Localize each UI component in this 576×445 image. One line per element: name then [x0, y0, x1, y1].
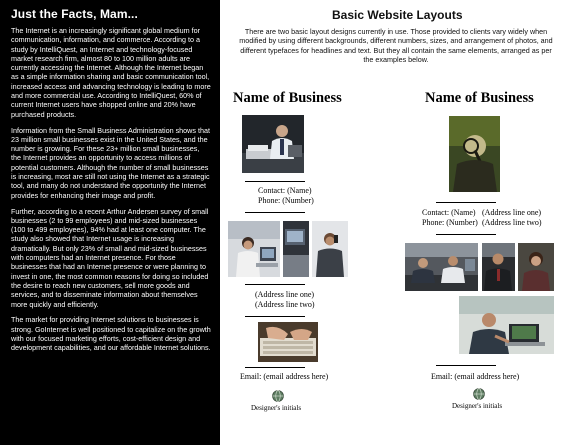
layout-b-photo-man-magnifier	[449, 116, 500, 192]
sidebar-paragraph: Further, according to a recent Arthur Andersen survey of small businesses (2 to 99 employees) and mid-sized businesses (100 to 499 employees), 94% had at least one computer. The study also showed that Internet usage is increasing dramatically. But only 23% of small and mid-sized businesses with computers had an Internet presence. For those businesses that had an Internet presence or were planning to invest in one, the most common reasons for doing so included the desire to reach new customers, sell more goods and services, and to disseminate information about themselves more quickly and efficiently.	[11, 206, 209, 309]
sidebar-title: Just the Facts, Mam...	[11, 7, 138, 21]
layout-a-photo-man-phone	[312, 221, 348, 277]
layout-a-address2: (Address line two)	[255, 300, 315, 309]
globe-logo-icon	[272, 389, 284, 401]
layout-b-business-name: Name of Business	[425, 90, 534, 106]
layout-a-business-name: Name of Business	[233, 90, 342, 106]
layout-a-email: Email: (email address here)	[240, 372, 329, 381]
layout-a-rule-4	[245, 316, 305, 317]
layout-a-photo-office	[283, 221, 309, 277]
layout-a-designer-initials: Designer's initials	[251, 404, 302, 412]
layout-a-photo-keyboard	[258, 322, 318, 362]
layout-b-address1: (Address line one)	[482, 208, 542, 217]
layout-b-rule-1	[436, 202, 496, 203]
layout-a-photo-woman-computer	[228, 221, 280, 277]
layout-b-photo-meeting	[405, 243, 478, 291]
layout-b-rule-3	[436, 365, 496, 366]
layout-a-address1: (Address line one)	[255, 290, 315, 299]
layout-b-email: Email: (email address here)	[431, 372, 520, 381]
layout-a-phone: Phone: (Number)	[258, 196, 314, 205]
sidebar-paragraph: Information from the Small Business Administration shows that 23 million small businesses exist in the United States, and the number is growing. For these 23+ million small businesses, the Internet provides an opportunity to access millions of potential customers. Although the number of small businesses is increasing, most are still not using the Internet as a strategic tool, and many do not understand the opportunity the Internet provides for enhancing their image and profit.	[11, 125, 210, 200]
globe-logo-icon	[473, 387, 485, 399]
layout-b-rule-2	[436, 234, 496, 235]
layout-b-photo-man-suit	[482, 243, 515, 291]
layout-a-rule-5	[245, 367, 305, 368]
section-intro: There are two basic layout designs currently in use. Those provided to clients vary widely when modified by using different backgrounds, different numbers, sizes, and arrangement of photos, and different typefaces for headlines and text. But they all contain the same elements, arranged as per the examples below.	[239, 27, 553, 64]
layout-b-contact: Contact: (Name)	[422, 208, 476, 217]
layout-b-address2: (Address line two)	[482, 218, 542, 227]
section-title: Basic Website Layouts	[332, 8, 463, 22]
layout-b-photo-woman	[518, 243, 554, 291]
layout-a-contact: Contact: (Name)	[258, 186, 312, 195]
sidebar-body	[11, 26, 211, 359]
layout-b-photo-man-laptop	[459, 296, 554, 354]
layout-a-rule-3	[245, 284, 305, 285]
sidebar-paragraph: The Internet is an increasingly significant global medium for communication, information, and commerce. According to a study by IntelliQuest, an Internet and technology-focused market research firm, almost 80 to 100 million adults are currently accessing the Internet. Although the Internet began as a simple information sharing and basic communication tool, increased access and advancing technology is leading to more and more commercial use. According to IntelliQuest, 60% of current Internet users have shopped online and 20% have purchased products.	[11, 26, 211, 119]
facts-sidebar	[0, 0, 220, 445]
layout-a-photo-businessman	[242, 115, 304, 173]
layout-b-designer-initials: Designer's initials	[452, 402, 503, 410]
layout-b-phone: Phone: (Number)	[422, 218, 478, 227]
layout-a-rule-2	[245, 212, 305, 213]
sidebar-paragraph: The market for providing Internet solutions to businesses is strong. GoInternet is well positioned to capitalize on the growth with our focused marketing efforts, cost-efficient design and development capabilities, and our affordable Internet solutions.	[11, 315, 211, 353]
layout-a-rule-1	[245, 181, 305, 182]
